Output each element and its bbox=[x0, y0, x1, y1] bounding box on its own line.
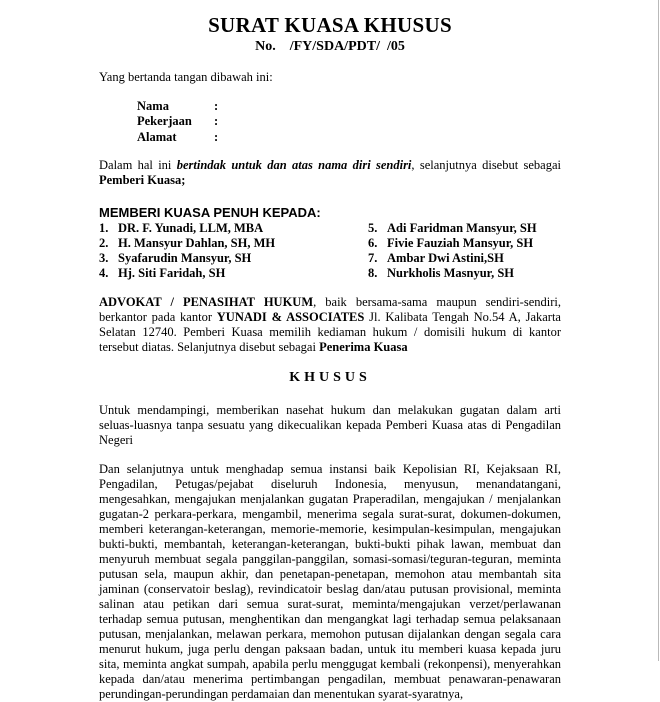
capacity-paragraph bbox=[99, 158, 561, 188]
field-label-pekerjaan: Pekerjaan bbox=[137, 114, 192, 128]
list-item: 6. Fivie Fauziah Mansyur, SH bbox=[368, 236, 534, 250]
capacity-emphasis: bertindak untuk dan atas nama diri sendiri bbox=[176, 158, 412, 172]
field-colon-alamat: : bbox=[214, 130, 219, 144]
advokat-role: ADVOKAT / PENASIHAT HUKUM bbox=[99, 295, 314, 309]
field-colon-pekerjaan: : bbox=[214, 114, 219, 128]
list-item: 5. Adi Faridman Mansyur, SH bbox=[368, 221, 537, 235]
field-label-nama: Nama bbox=[137, 99, 169, 113]
intro-text: Yang bertanda tangan dibawah ini: bbox=[99, 70, 273, 84]
purpose-paragraph: Untuk mendampingi, memberikan nasehat hukum dan melakukan gugatan dalam arti seluas-luasnya tanpa sesuatu yang dikecualikan kepada Pemberi Kuasa atas di Pengadilan Negeri bbox=[99, 403, 561, 447]
recipient-role: Penerima Kuasa bbox=[319, 340, 408, 354]
attorney-list-left bbox=[99, 221, 275, 281]
capacity-prefix: Dalam hal ini bbox=[99, 158, 177, 172]
list-item: 1. DR. F. Yunadi, LLM, MBA bbox=[99, 221, 264, 235]
document-number: No. /FY/SDA/PDT/ /05 bbox=[255, 39, 405, 54]
advokat-paragraph bbox=[99, 295, 561, 355]
field-label-alamat: Alamat bbox=[137, 130, 177, 144]
firm-name: YUNADI & ASSOCIATES bbox=[216, 310, 365, 324]
list-item: 7. Ambar Dwi Astini,SH bbox=[368, 251, 504, 265]
list-item: 4. Hj. Siti Faridah, SH bbox=[99, 266, 226, 280]
grant-heading: MEMBERI KUASA PENUH KEPADA: bbox=[99, 205, 321, 220]
capacity-role: Pemberi Kuasa; bbox=[99, 173, 186, 187]
powers-paragraph: Dan selanjutnya untuk menghadap semua instansi baik Kepolisian RI, Kejaksaan RI, Pengadilan, Petugas/pejabat diseluruh Indonesia, menyusun, menandatangani, mengesahkan, mengajukan menjalankan gugatan Praperadilan, mengajukan / menjalankan gugatan-2 perkara-perkara, mengambil, menerima segala surat-surat, dokumen-dokumen, memberi keterangan-keterangan, memorie-memorie, kesimpulan-kesimpulan, mengajukan bukti-bukti, membantah, keterangan-keterangan, bukti-bukti pihak lawan, membuat dan menyuruh membuat segala panggilan-panggilan, somasi-somasi/teguran-teguran, meminta putusan sela, maupun akhir, dan penetapan-penetapan, memohon atau membantah sita jaminan (conservatoir beslag), revindicatoir beslag dan/atau putusan provisional, meminta salinan atau petikan dari semua surat-surat, meminta/mengajukan verzet/perlawanan terhadap semua putusan, menghentikan dan mengangkat lagi terhadap semua pelaksanaan putusan, menjalankan, melawan perkara, memohon putusan dijalankan dengan segala cara menurut hukum, juga perlu dengan paksaan badan, untuk itu memberi kuasa kepada juru sita, meminta angkat sumpah, apabila perlu menggugat kembali (rekonpensi), menyerahkan kepada dan/atau menerima pertimbangan pengadilan, membuat penawaran-penawaran perundingan-perundingan perdamaian dan menentukan syarat-syaratnya, bbox=[99, 462, 561, 701]
list-item: 3. Syafarudin Mansyur, SH bbox=[99, 251, 252, 265]
khusus-heading: KHUSUS bbox=[289, 370, 371, 385]
advokat-text-2: Jl. Kalibata Tengah No.54 A, Jakarta Selatan 12740. Pemberi Kuasa memilih kediaman hukum / domisili hukum di kantor tersebut diatas. Selanjutnya disebut sebagai bbox=[99, 310, 561, 354]
attorney-list-right bbox=[368, 221, 537, 281]
list-item: 8. Nurkholis Masnyur, SH bbox=[368, 266, 515, 280]
advokat-text-1: , baik bersama-sama maupun sendiri-sendiri, berkantor pada kantor bbox=[99, 295, 561, 324]
document-title: SURAT KUASA KHUSUS bbox=[208, 13, 452, 37]
field-colon-nama: : bbox=[214, 99, 219, 113]
capacity-suffix: , selanjutnya disebut sebagai bbox=[411, 158, 561, 172]
list-item: 2. H. Mansyur Dahlan, SH, MH bbox=[99, 236, 276, 250]
